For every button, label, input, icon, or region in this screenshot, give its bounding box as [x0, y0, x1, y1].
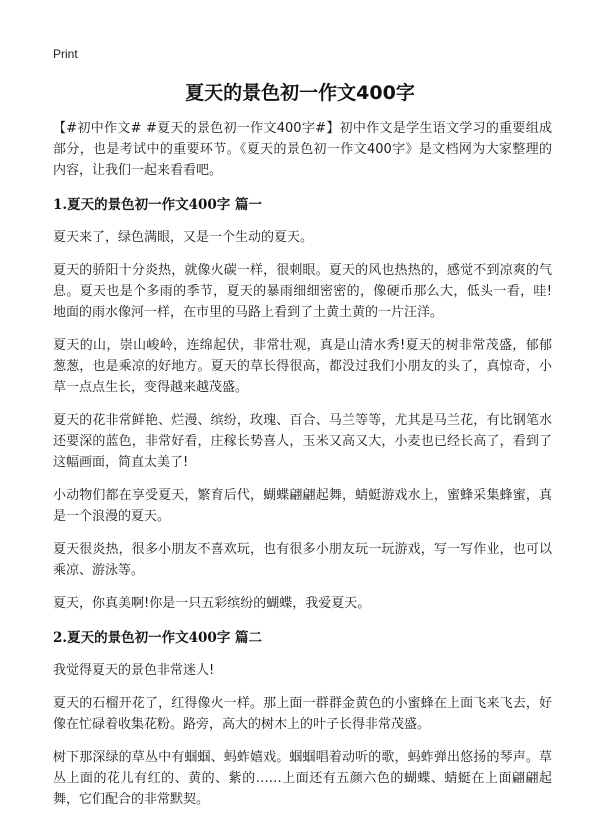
paragraph: 夏天的山，崇山峻岭，连绵起伏，非常壮观，真是山清水秀!夏天的树非常茂盛，郁郁葱葱，也是乘凉的好地方。夏天的草长得很高，都没过我们小朋友的头了，真惊奇，小草一点点生长，变得越来越茂盛。 — [53, 338, 552, 395]
paragraph: 夏天的骄阳十分炎热，就像火碳一样，很刺眼。夏天的风也热热的，感觉不到凉爽的气息。夏天也是个多雨的季节，夏天的暴雨细细密密的，像硬币那么大，低头一看，哇!地面的雨水像河一样，在市里的马路上看到了土黄土黄的一片汪洋。 — [53, 263, 552, 320]
print-link[interactable]: Print — [53, 47, 78, 61]
page-title: 夏天的景色初一作文400字 — [185, 82, 415, 104]
paragraph: 夏天很炎热，很多小朋友不喜欢玩，也有很多小朋友玩一玩游戏，写一写作业，也可以乘凉、游泳等。 — [53, 542, 552, 578]
paragraph: 我觉得夏天的景色非常迷人! — [53, 663, 215, 678]
section-heading: 1.夏天的景色初一作文400字 篇一 — [53, 197, 262, 213]
paragraph: 夏天的石榴开花了，红得像火一样。那上面一群群金黄色的小蜜蜂在上面飞来飞去，好像在忙碌着收集花粉。路旁，高大的树木上的叶子长得非常茂盛。 — [53, 696, 552, 732]
intro-paragraph: 【#初中作文# #夏天的景色初一作文400字#】初中作文是学生语文学习的重要组成部分，也是考试中的重要环节。《夏天的景色初一作文400字》是文档网为大家整理的内容，让我们一起来看看吧。 — [53, 121, 552, 178]
paragraph: 夏天的花非常鲜艳、烂漫、缤纷，玫瑰、百合、马兰等等，尤其是马兰花，有比钢笔水还要深的蓝色，非常好看，庄稼长势喜人，玉米又高又大，小麦也已经长高了，看到了这幅画面，简直太美了! — [53, 413, 552, 470]
section-2 — [53, 628, 552, 810]
section-heading: 2.夏天的景色初一作文400字 篇二 — [53, 630, 262, 646]
article-body — [53, 118, 552, 822]
paragraph: 树下那深绿的草丛中有蝈蝈、蚂蚱嬉戏。蝈蝈唱着动听的歌，蚂蚱弹出悠扬的琴声。草丛上面的花儿有红的、黄的、紫的……上面还有五颜六色的蝴蝶、蜻蜓在上面翩翩起舞，它们配合的非常默契。 — [53, 750, 552, 807]
paragraph: 小动物们都在享受夏天，繁育后代，蝴蝶翩翩起舞，蜻蜓游戏水上，蜜蜂采集蜂蜜，真是一个浪漫的夏天。 — [53, 488, 552, 524]
section-1 — [53, 195, 552, 614]
paragraph: 夏天，你真美啊!你是一只五彩缤纷的蝴蝶，我爱夏天。 — [53, 596, 371, 611]
paragraph: 夏天来了，绿色满眼，又是一个生动的夏天。 — [53, 230, 314, 245]
